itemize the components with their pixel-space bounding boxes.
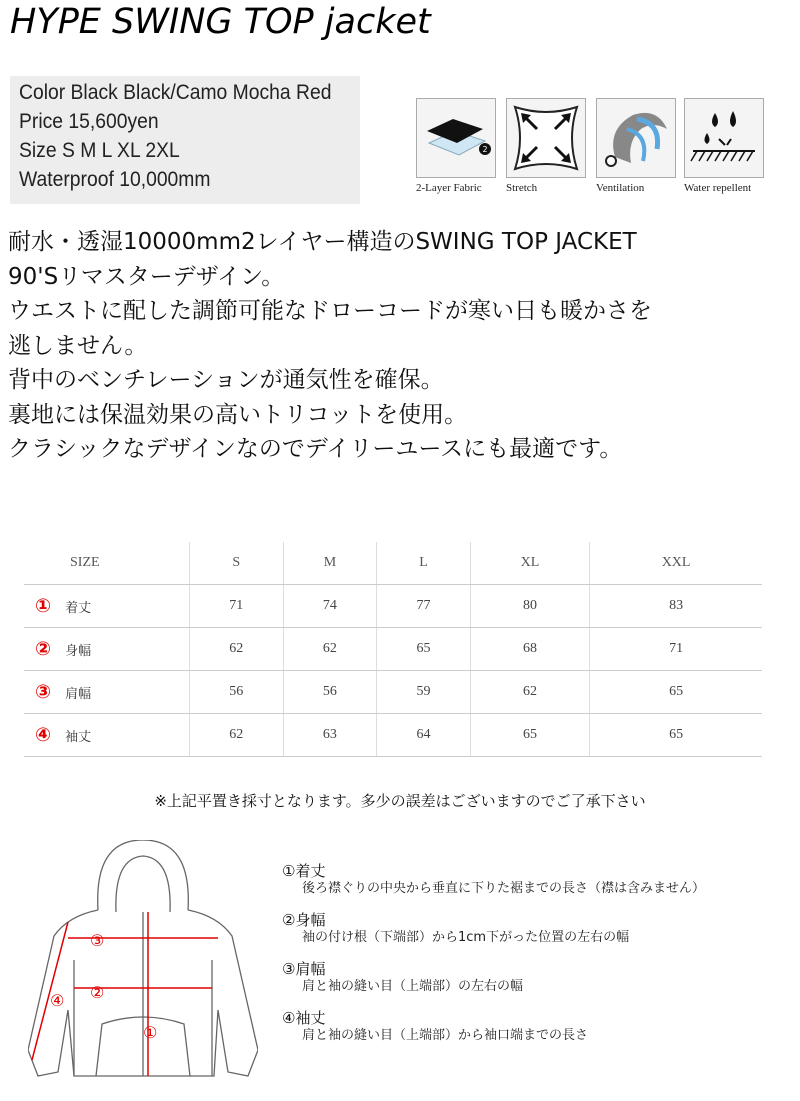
feature-ventilation — [596, 98, 676, 194]
table-cell: 64 — [377, 714, 471, 757]
table-cell: 71 — [590, 628, 762, 671]
description — [8, 225, 798, 467]
table-cell: 80 — [470, 585, 589, 628]
page-title: HYPE SWING TOP jacket — [10, 2, 431, 42]
table-cell: 65 — [470, 714, 589, 757]
ventilation-icon — [596, 98, 676, 178]
feature-label: Ventilation — [596, 182, 645, 194]
table-cell: 62 — [470, 671, 589, 714]
row-number: ② — [35, 638, 52, 660]
feature-stretch — [506, 98, 586, 194]
table-cell: 62 — [190, 714, 284, 757]
legend-desc: 袖の付け根（下端部）から1cm下がった位置の左右の幅 — [302, 930, 630, 945]
two-layer-fabric-icon — [416, 98, 496, 178]
row-label-cell — [24, 714, 190, 757]
legend-title: ④袖丈 — [282, 1009, 326, 1027]
header-cell: S — [190, 542, 284, 585]
table-cell: 56 — [190, 671, 284, 714]
mark-chest: ② — [90, 983, 105, 1002]
row-label: 身幅 — [65, 644, 92, 659]
table-cell: 62 — [283, 628, 377, 671]
description-line: 耐水・透湿10000mm2レイヤー構造のSWING TOP JACKET — [8, 229, 637, 255]
table-cell: 83 — [590, 585, 762, 628]
table-cell: 77 — [377, 585, 471, 628]
row-label: 袖丈 — [65, 730, 92, 745]
legend-item — [282, 960, 705, 995]
table-cell: 62 — [190, 628, 284, 671]
table-cell: 68 — [470, 628, 589, 671]
spec-waterproof: Waterproof 10,000mm — [19, 168, 211, 191]
spec-size: Size S M L XL 2XL — [19, 139, 180, 162]
header-cell: L — [377, 542, 471, 585]
table-row — [24, 671, 762, 714]
legend-item — [282, 1009, 705, 1044]
table-row — [24, 585, 762, 628]
description-line: 90'Sリマスターデザイン。 — [8, 263, 285, 290]
feature-water-repellent — [684, 98, 764, 194]
measurement-note: ※上記平置き採寸となります。多少の誤差はございますのでご了承下さい — [154, 792, 646, 810]
header-cell: M — [283, 542, 377, 585]
feature-label: Water repellent — [684, 182, 752, 194]
table-row — [24, 628, 762, 671]
legend-title: ②身幅 — [282, 911, 326, 929]
table-cell: 56 — [283, 671, 377, 714]
size-table-header — [24, 542, 762, 585]
description-line: クラシックなデザインなのでデイリーユースにも最適です。 — [8, 436, 623, 462]
description-line: 逃しません。 — [8, 332, 148, 359]
spec-box — [10, 76, 360, 204]
stretch-icon — [506, 98, 586, 178]
water-repellent-icon — [684, 98, 764, 178]
legend-item — [282, 911, 705, 946]
legend-item — [282, 862, 705, 897]
header-cell: SIZE — [24, 542, 190, 585]
jacket-diagram — [28, 840, 258, 1090]
legend-desc: 肩と袖の縫い目（上端部）の左右の幅 — [302, 979, 524, 994]
legend-title: ①着丈 — [282, 862, 326, 880]
row-label: 着丈 — [65, 601, 92, 616]
legend-desc: 肩と袖の縫い目（上端部）から袖口端までの長さ — [302, 1028, 589, 1043]
row-number: ③ — [35, 681, 52, 703]
row-number: ① — [35, 595, 52, 617]
description-line: ウエストに配した調節可能なドローコードが寒い日も暖かさを — [8, 298, 652, 324]
table-cell: 59 — [377, 671, 471, 714]
spec-price: Price 15,600yen — [19, 110, 159, 133]
header-cell: XXL — [590, 542, 762, 585]
table-cell: 71 — [190, 585, 284, 628]
table-cell: 65 — [377, 628, 471, 671]
row-label-cell — [24, 671, 190, 714]
table-cell: 65 — [590, 714, 762, 757]
row-number: ④ — [35, 724, 52, 746]
table-cell: 74 — [283, 585, 377, 628]
measurement-legend — [282, 862, 705, 1058]
legend-title: ③肩幅 — [282, 960, 326, 978]
table-cell: 63 — [283, 714, 377, 757]
description-line: 背中のベンチレーションが通気性を確保。 — [8, 367, 444, 393]
table-row — [24, 714, 762, 757]
header-cell: XL — [470, 542, 589, 585]
row-label-cell — [24, 585, 190, 628]
description-line: 裏地には保温効果の高いトリコットを使用。 — [8, 401, 468, 428]
feature-two-layer-fabric — [416, 98, 496, 194]
mark-length: ① — [143, 1023, 158, 1042]
feature-label: Stretch — [506, 182, 538, 194]
table-cell: 65 — [590, 671, 762, 714]
row-label: 肩幅 — [65, 687, 92, 702]
svg-text:2: 2 — [482, 145, 488, 154]
mark-sleeve: ④ — [50, 991, 65, 1010]
spec-color: Color Black Black/Camo Mocha Red — [19, 81, 332, 104]
row-label-cell — [24, 628, 190, 671]
legend-desc: 後ろ襟ぐりの中央から垂直に下りた裾までの長さ（襟は含みません） — [302, 881, 706, 896]
size-table — [24, 542, 762, 757]
feature-label: 2-Layer Fabric — [416, 182, 482, 194]
mark-shoulder: ③ — [90, 931, 105, 950]
